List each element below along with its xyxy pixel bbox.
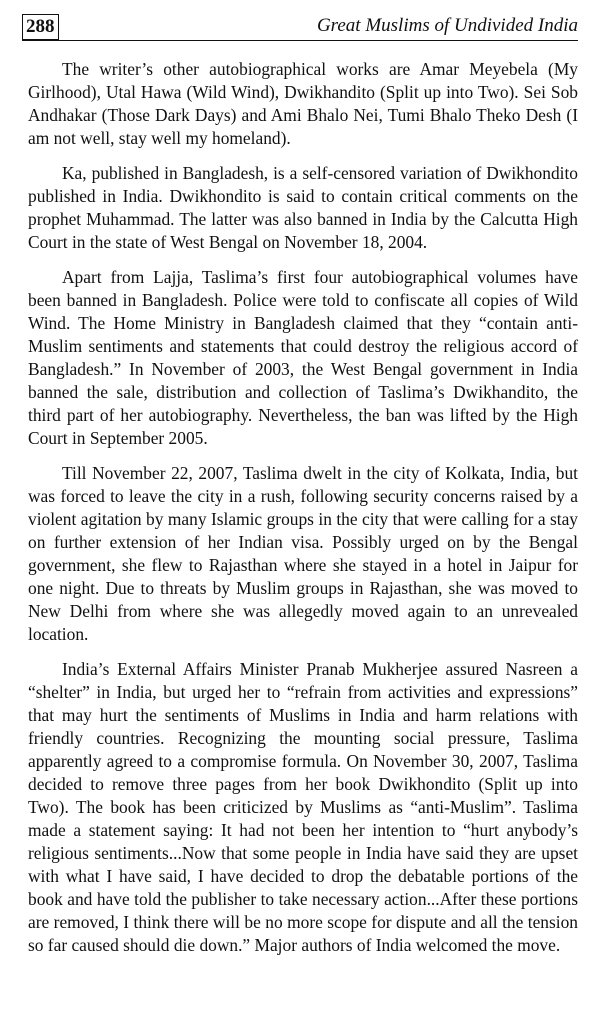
page-header bbox=[22, 14, 578, 40]
page-body bbox=[28, 58, 578, 969]
page-number: 288 bbox=[22, 14, 59, 40]
paragraph-kolkata-departure: Till November 22, 2007, Taslima dwelt in the city of Kolkata, India, but was forced to leave the city in a rush, following security concerns raised by a violent agitation by many Islamic groups in the city that were calling for a stay on further extension of her Indian visa. Possibly urged on by the Bengal government, she flew to Rajasthan where she stayed in a hotel in Jaipur for one night. Due to threats by Muslim groups in Rajasthan, she was moved to New Delhi from where she was allegedly moved again to an unrevealed location. bbox=[28, 463, 578, 644]
paragraph-banned-volumes: Apart from Lajja, Taslima’s first four autobiographical volumes have been banned in Bangladesh. Police were told to confiscate all copies of Wild Wind. The Home Ministry in Bangladesh claimed that they “contain anti-Muslim sentiments and statements that could destroy the religious accord of Bangladesh.” In November of 2003, the West Bengal government in India banned the sale, distribution and collection of Taslima’s Dwikhandito, the third part of her autobiography. Nevertheless, the ban was lifted by the High Court in September 2005. bbox=[28, 267, 578, 448]
paragraph-shelter-and-compromise: India’s External Affairs Minister Pranab Mukherjee assured Nasreen a “shelter” in India, but urged her to “refrain from activities and expressions” that may hurt the sentiments of Muslims in India and harm relations with friendly countries. Recognizing the mounting social pressure, Taslima apparently agreed to a compromise formula. On November 30, 2007, Taslima decided to remove three pages from her book Dwikhondito (Split up into Two). The book has been criticized by Muslims as “anti-Muslim”. Taslima made a statement saying: It had not been her intention to “hurt anybody’s religious sentiments...Now that some people in India have said they are upset with what I have said, I have decided to drop the debatable portions of the book and have told the publisher to take necessary action...After these portions are removed, I think there will be no more scope for dispute and all the tension so far caused should die down.” Major authors of India welcomed the move. bbox=[28, 659, 578, 955]
paragraph-ka-dwikhondito: Ka, published in Bangladesh, is a self-censored variation of Dwikhondito published in India. Dwikhondito is said to contain critical comments on the prophet Muhammad. The latter was also banned in India by the Calcutta High Court in the state of West Bengal on November 18, 2004. bbox=[28, 163, 578, 252]
running-title: Great Muslims of Undivided India bbox=[316, 15, 578, 36]
header-divider bbox=[22, 40, 578, 41]
paragraph-other-autobiographical-works: The writer’s other autobiographical works are Amar Meyebela (My Girlhood), Utal Hawa (Wild Wind), Dwikhandito (Split up into Two). Sei Sob Andhakar (Those Dark Days) and Ami Bhalo Nei, Tumi Bhalo Theko Desh (I am not well, stay well my homeland). bbox=[28, 59, 578, 148]
